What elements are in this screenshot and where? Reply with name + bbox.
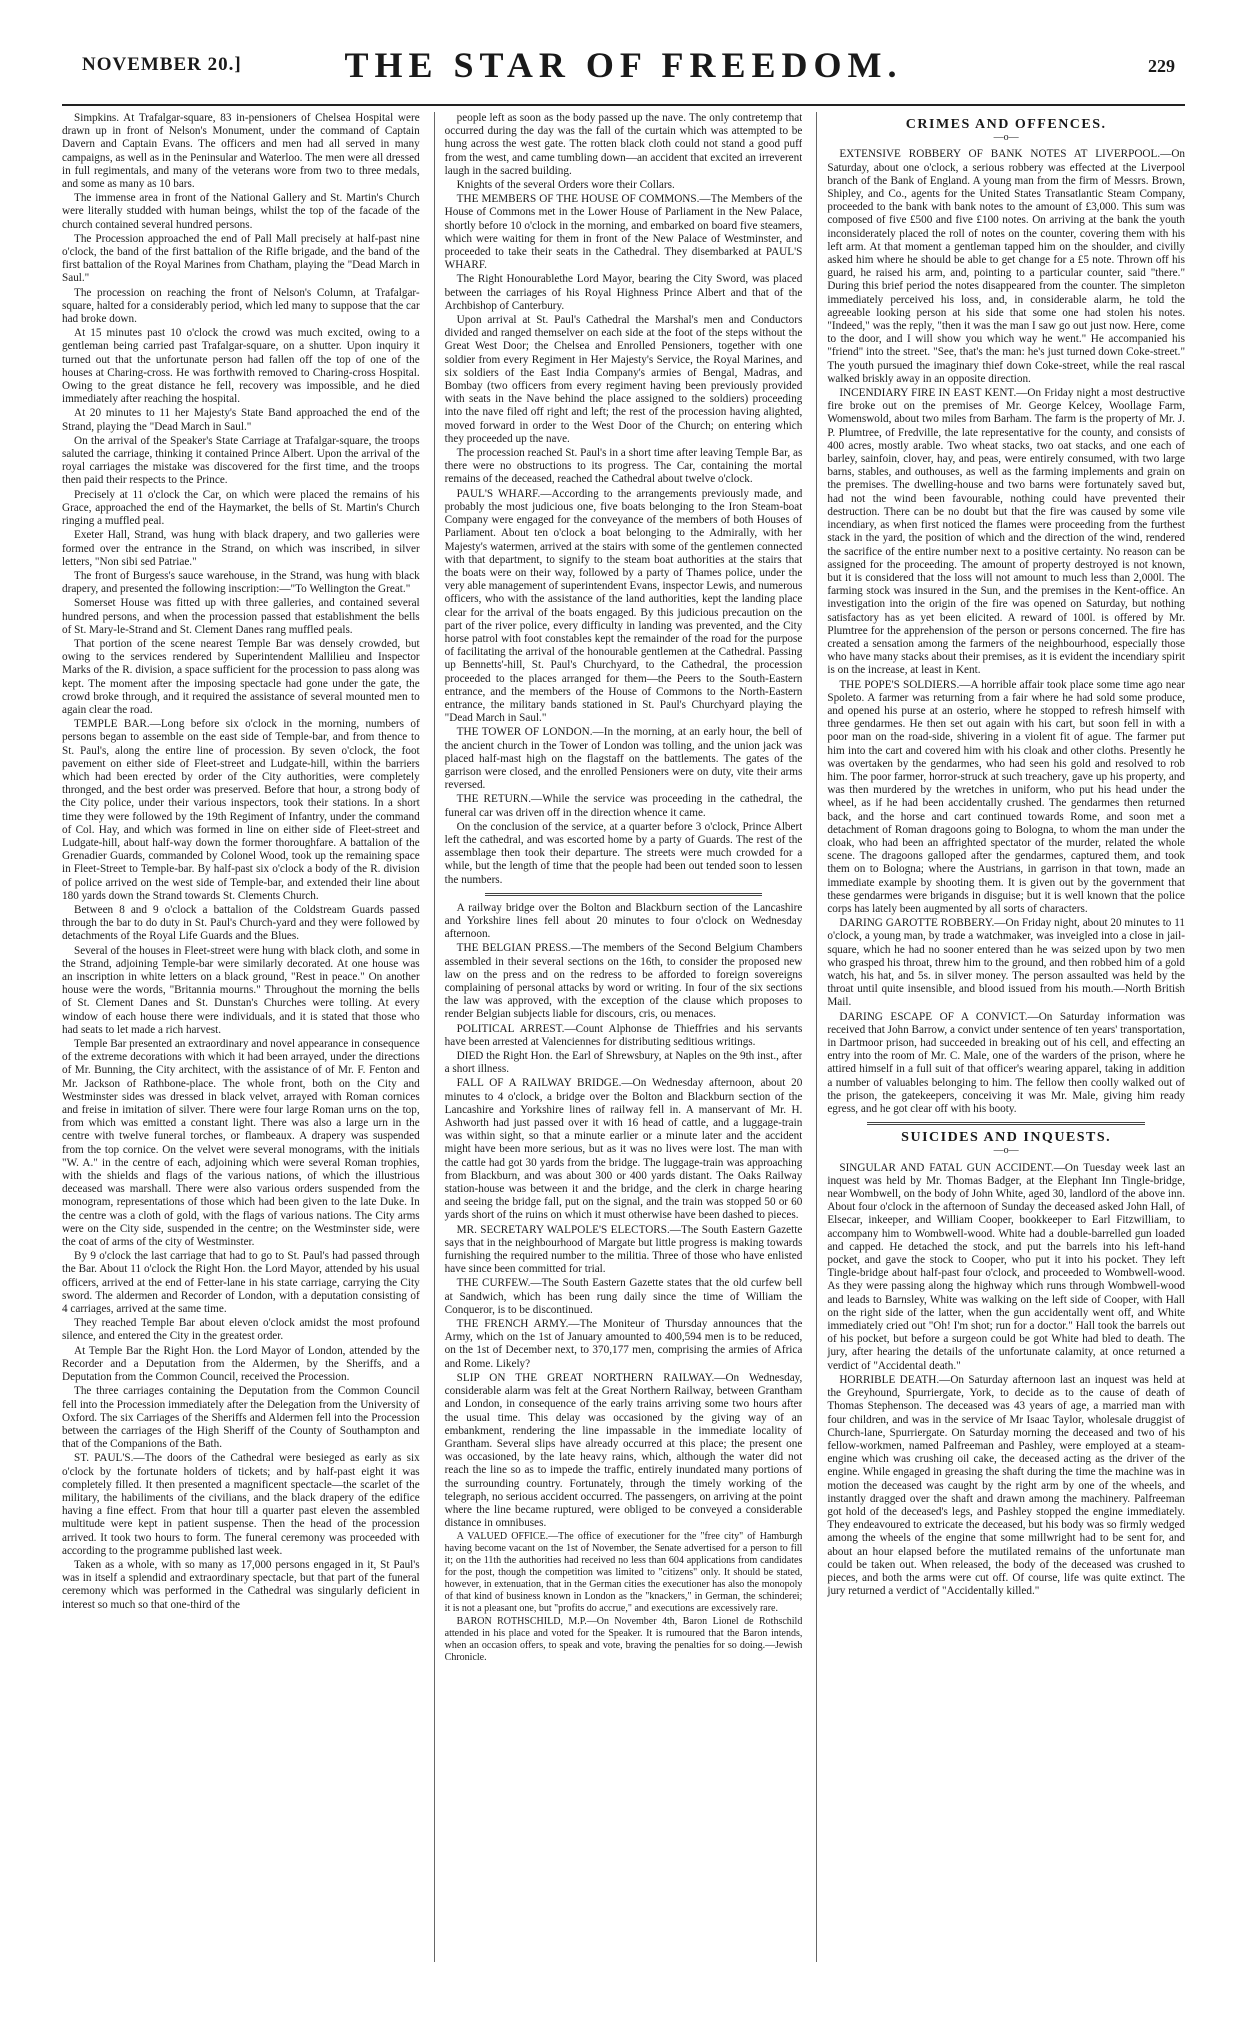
suicides-body <box>827 1162 1185 1599</box>
paragraph: SLIP ON THE GREAT NORTHERN RAILWAY.—On Wednesday, considerable alarm was felt at the Great Northern Railway, between Grantham and London, in consequence of the early trains arriving some two hours after the usual time. This delay was occasioned by the giving way of an embankment, rendering the line impassable in the immediate locality of Grantham. Several slips have already occurred at this place; the present one was occasioned, by the late heavy rains, which, although the water did not reach the line so as to impede the traffic, entirely inundated many portions of the surrounding country. Fortunately, through the timely working of the telegraph, no serious accident occurred. The passengers, on arriving at the point where the line became ruptured, were obliged to be conveyed a considerable distance in omnibuses. <box>444 1371 803 1530</box>
paragraph: FALL OF A RAILWAY BRIDGE.—On Wednesday afternoon, about 20 minutes to 4 o'clock, a bridge over the Bolton and Blackburn section of the Lancashire and Yorkshire lines of railway fell in. A manservant of Mr. H. Ashworth had just passed over it with 16 head of cattle, and a luggage-train was within sight, so that a minute earlier or a minute later and the accident might have been more serious, but as it was no lives were lost. The man with the cattle had got 30 yards from the bridge. The luggage-train was approaching from Blackburn, and was about 300 or 400 yards distant. The Oaks Railway station-house was between it and the bridge, and the clerk in charge hearing and seeing the bridge fall, put on the signal, and the train was stopped 50 or 60 yards short of the ruins on which it must otherwise have been dashed to pieces. <box>444 1077 803 1222</box>
paragraph: Several of the houses in Fleet-street were hung with black cloth, and some in the Strand, adjoining Temple-bar were similarly decorated. At one house was an inscription in white letters on a black ground, "Rest in peace." On another house were the words, "Britannia mourns." Throughout the morning the bells of St. Clement Danes and St. Dunstan's Churches were tolling. At every window of each house there were individuals, and it is stated that those who had seats to let made a rich harvest. <box>62 944 420 1036</box>
col2-small-items <box>445 1531 803 1664</box>
col2-news-items <box>445 902 803 1531</box>
paragraph: Upon arrival at St. Paul's Cathedral the Marshal's men and Conductors divided and ranged themselver on each side at the foot of the steps without the Great West Door; the Chelsea and Enrolled Pensioners, together with one soldier from every Regiment in Her Majesty's Service, the Royal Marines, and six soldiers of the East India Company's armies of Bengal, Madras, and Bombay (two officers from every regiment having been previously provided with seats in the Nave behind the place assigned to the soldiers) proceeding into the nave filed off right and left; the rest of the procession having alighted, moved forward in order to the West Door of the Church; on entering which they proceeded up the nave. <box>444 314 803 445</box>
section-divider-2 <box>867 1122 1145 1125</box>
paragraph: Simpkins. At Trafalgar-square, 83 in-pensioners of Chelsea Hospital were drawn up in front of Nelson's Monument, under the command of Captain Davern and Captain Evans. The officers and men had all served in many campaigns, as well as in the Peninsular and Waterloo. The men were all dressed in full regimentals, and many of the veterans wore from two to three medals, and some as many as 10 bars. <box>62 112 420 191</box>
paragraph: By 9 o'clock the last carriage that had to go to St. Paul's had passed through the Bar. About 11 o'clock the Right Hon. the Lord Mayor, attended by his usual officers, arrived at the end of Fetter-lane in his state carriage, carrying the City sword. The aldermen and Recorder of London, with a deputation consisting of 4 carriages, arrived at the same time. <box>62 1250 420 1316</box>
paragraph: PAUL'S WHARF.—According to the arrangements previously made, and probably the most judicious one, five boats belonging to the Iron Steam-boat Company were engaged for the conveyance of the members of both Houses of Parliament. About ten o'clock a boat belonging to the Admirally, with her Majesty's watermen, arrived at the stairs with some of the gentlemen connected with that department, to signify to the steam boat authorities at the stairs that the boats were on their way, followed by a party of Thames police, under the very able management of superintendent Evans, inspector Lewis, and numerous officers, who with the assistance of the land authorities, kept the landing place clear for the arrival of the boats engaged. By this judicious precaution on the part of the river police, every difficulty in landing was prevented, and the City horse patrol with foot constables kept the remainder of the road for the purpose of facilitating the arrival of the honourable gentlemen at the Cathedral. Passing up Bennetts'-hill, St. Paul's Churchyard, to the Cathedral, the procession proceeded to the places arranged for them—the Peers to the South-Eastern entrance, and the members of the House of Commons to the North-Eastern entrance, the military bands stationed in St. Paul's Churchyard playing the "Dead March in Saul." <box>444 487 803 725</box>
col1-body <box>62 112 420 1612</box>
paragraph: The front of Burgess's sauce warehouse, in the Strand, was hung with black drapery, and presented the following inscription:—"To Wellington the Great." <box>62 569 420 596</box>
paragraph: On the arrival of the Speaker's State Carriage at Trafalgar-square, the troops saluted the carriage, thinking it contained Prince Albert. Upon the arrival of the royal carriages the mistake was discovered for the first time, and the troops then paid their respects to the Prince. <box>62 434 420 487</box>
paragraph: The procession reached St. Paul's in a short time after leaving Temple Bar, as there were no obstructions to its progress. The Car, containing the mortal remains of the deceased, reached the Cathedral about twelve o'clock. <box>444 447 803 486</box>
paragraph: The procession on reaching the front of Nelson's Column, at Trafalgar-square, halted for a considerably period, which led many to suppose that the car had broke down. <box>62 286 420 326</box>
paragraph: people left as soon as the body passed up the nave. The only contretemp that occurred during the day was the fall of the curtain which was attempted to be hung across the west gate. The rotten black cloth could not stand a good puff from the west, and came tumbling down—an accident that excited an irreverent laugh in the sacred building. <box>444 112 803 177</box>
paragraph: On the conclusion of the service, at a quarter before 3 o'clock, Prince Albert left the cathedral, and was escorted home by a party of Guards. The rest of the assemblage then took their departure. The streets were much crowded for a while, but the length of time that the people had been out tended soon to lessen the numbers. <box>444 820 803 886</box>
col2-body <box>445 112 803 887</box>
paragraph: The three carriages containing the Deputation from the Common Council fell into the Procession immediately after the Delegation from the University of Oxford. The six Carriages of the Sheriffs and Aldermen fell into the Procession between the carriages of the High Sheriff of the County of Southampton and that of the Companions of the Bath. <box>62 1385 420 1451</box>
paragraph: THE BELGIAN PRESS.—The members of the Second Belgium Chambers assembled in their several sections on the 16th, to consider the proposed new law on the press and on the redress to be afforded to foreign sovereigns complaining of personal attacks by word or writing. In four of the six sections the law was approved, with the exception of the clause which proposes to render Belgian subjects liable for discours, cris, ou menaces. <box>444 942 803 1021</box>
paragraph: A railway bridge over the Bolton and Blackburn section of the Lancashire and Yorkshire lines fell about 20 minutes to four o'clock on Wednesday afternoon. <box>444 901 803 941</box>
paragraph: The Procession approached the end of Pall Mall precisely at half-past nine o'clock, the band of the first battalion of the Rifle brigade, and the band of the first battalion of the Royal Marines from Chatham, playing the "Dead March in Saul." <box>62 232 420 285</box>
page-number: 229 <box>1148 56 1175 76</box>
paragraph: BARON ROTHSCHILD, M.P.—On November 4th, Baron Lionel de Rothschild attended in his place and voted for the Speaker. It is rumoured that the Baron intends, when an occasion offers, to speak and vote, braving the penalties for so doing.—Jewish Chronicle. <box>444 1616 803 1664</box>
paragraph: THE TOWER OF LONDON.—In the morning, at an early hour, the bell of the ancient church in the Tower of London was tolling, and the union jack was placed half-mast high on the flagstaff on the battlements. The gates of the garrison were closed, and the enrolled Pensioners were on duty, vite their arms reversed. <box>444 726 803 792</box>
column-3 <box>816 112 1185 1962</box>
newspaper-page <box>0 38 1243 2026</box>
paragraph: THE FRENCH ARMY.—The Moniteur of Thursday announces that the Army, which on the 1st of January amounted to 400,594 men is to be reduced, on the 1st of December next, to 370,177 men, comprising the armies of Africa and Rome. Likely? <box>444 1318 803 1370</box>
section-divider <box>485 893 763 896</box>
paragraph: Knights of the several Orders wore their Collars. <box>456 179 675 192</box>
paragraph: INCENDIARY FIRE IN EAST KENT.—On Friday night a most destructive fire broke out on the premises of Mr. George Kelcey, Woollage Farm, Womenswold, about two miles from Barham. The farm is the property of Mr. J. P. Plumtree, of Fredville, the late representative for the county, and consists of 400 acres, mostly arable. Two wheat stacks, two oat stacks, and one each of barley, sainfoin, clover, hay, and peas, were entirely consumed, with two large barns, stables, and outhouses, as well as the farming implements and grain on the premises. The dwelling-house and two barns were fortunately saved but, had not the wind been favourable, nothing could have prevented their destruction. There can be no doubt but that the fire was caused by some vile incendiary, as when first noticed the flames were proceeding from the furthest stack in the yard, the position of which and the direction of the wind, rendered the sacrifice of the entire number next to a positive certainty. No reason can be assigned for the proceeding. The amount of property destroyed is not known, but it is considered that the loss will not amount to much less than 2,000l. The farming stock was insured in the Sun, and the premises in the Kent-office. An investigation into the origin of the fire was opened on Saturday, but nothing satisfactory has as yet been elicited. A reward of 100l. is offered by Mr. Plumtree for the apprehension of the person or persons concerned. The fire has created a sensation among the farmers of the neighbourhood, especially those who have many stacks about their premises, as it is evident the incendiary spirit is on the increase, at least in Kent. <box>827 387 1186 677</box>
paragraph: The Right Honourablethe Lord Mayor, bearing the City Sword, was placed between the carriages of his Royal Highness Prince Albert and that of the Archbishop of Canterbury. <box>444 273 803 312</box>
paragraph: DARING ESCAPE OF A CONVICT.—On Saturday information was received that John Barrow, a convict under sentence of ten years' transportation, in Dartmoor prison, had succeeded in breaking out of his cell, and effecting an entry into the room of Mr. C. Male, one of the warders of the prison, where he attired himself in a full suit of that officer's wearing apparel, taking in addition a number of valuables belonging to him. The fellow then coolly walked out of the prison, the gatekeepers, conceiving it was Mr. Male, giving him ready egress, and he got clear off with his booty. <box>827 1010 1186 1116</box>
paragraph: POLITICAL ARREST.—Count Alphonse de Thieffries and his servants have been arrested at Valenciennes for distributing seditious writings. <box>444 1022 803 1048</box>
crimes-rule: —o— <box>993 132 1019 144</box>
paragraph: That portion of the scene nearest Temple Bar was densely crowded, but owing to the services rendered by Superintendent Mallilieu and Inspector Marks of the R. division, a space sufficient for the procession to pass along was kept. The moment after the imposing spectacle had gone under the gate, the crowd broke through, and it required the assistance of several mounted men to again clear the road. <box>62 637 420 716</box>
paragraph: DARING GAROTTE ROBBERY.—On Friday night, about 20 minutes to 11 o'clock, a young man, by trade a watchmaker, was inveigled into a close in jail-square, which he had no sooner entered than he was seized upon by two men who grasped his throat, threw him to the ground, and then robbed him of a gold watch, his hat, and 5s. in silver money. The person assaulted was held by the throat until quite insensible, and blood issued from his mouth.—North British Mail. <box>827 917 1186 1009</box>
paragraph: The immense area in front of the National Gallery and St. Martin's Church were literally studded with human beings, whilst the top of the facade of the church contained several hundred persons. <box>62 192 420 231</box>
column-2 <box>434 112 803 1962</box>
column-1 <box>62 112 420 1962</box>
paragraph: Between 8 and 9 o'clock a battalion of the Coldstream Guards passed through the bar to do duty in St. Paul's Church-yard and they were followed by detachments of the Royal Life Guards and the Blues. <box>62 903 420 943</box>
masthead <box>62 38 1185 106</box>
paragraph: MR. SECRETARY WALPOLE'S ELECTORS.—The South Eastern Gazette says that in the neighbourhood of Margate but little progress is making towards furnishing the required number to the militia. Three of those who have enlisted have since been committed for trial. <box>444 1223 803 1276</box>
suicides-heading: SUICIDES AND INQUESTS. <box>901 1130 1112 1146</box>
paragraph: HORRIBLE DEATH.—On Saturday afternoon last an inquest was held at the Greyhound, Spurriergate, York, to decide as to the cause of death of Thomas Stephenson. The deceased was 43 years of age, a married man with four children, and was in the service of Mr Isaac Taylor, wholesale druggist of Church-lane, Spurriergate. On Saturday morning the deceased and two of his fellow-workmen, named Palfreeman and Pashley, were employed at a steam-engine which was crushing oil cake, the deceased acting as the driver of the engine. While engaged in greasing the shaft during the time the machine was in motion the deceased was caught by the right arm by one of the wheels, and instantly dragged over the shaft and drawn among the machinery. Palfreeman got hold of the deceased's legs, and Pashley stopped the engine immediately. They endeavoured to extricate the deceased, but his body was so firmly wedged among the wheels of the engine that some millwright had to be sent for, and about an hour elapsed before the mutilated remains of the unfortunate man could be taken out. When released, the body of the deceased was crushed to pieces, and both the arms were cut off. Of course, life was quite extinct. The jury returned a verdict of "Accidentally killed." <box>827 1373 1186 1598</box>
paragraph: Somerset House was fitted up with three galleries, and contained several hundred persons, and when the procession passed that establishment the bells of St. Mary-le-Strand and St. Clement Danes rang muffled peals. <box>62 597 420 636</box>
crimes-body <box>827 148 1185 1116</box>
paragraph: TEMPLE BAR.—Long before six o'clock in the morning, numbers of persons began to assemble on the east side of Temple-bar, and from thence to St. Paul's, along the entire line of procession. By seven o'clock, the foot pavement on either side of Fleet-street and Ludgate-hill, within the barriers which had been erected by order of the City authorities, were completely thronged, and the best order was preserved. Before that hour, a strong body of the City police, under their various inspectors, took their stations. In a short time they were followed by the 19th Regiment of Infantry, under the command of Col. Hay, and which was formed in line on either side of Fleet-street and Ludgate-hill, about half-way down the former thoroughfare. A battalion of the Grenadier Guards, commanded by Colonel Wood, took up the remaining space in Fleet-Street to Temple-bar. By half-past six o'clock a body of the R. division of police arrived on the west side of Temple-bar, and extended their line about 180 yards down the Strand towards St. Clements Church. <box>62 718 420 902</box>
paragraph: At Temple Bar the Right Hon. the Lord Mayor of London, attended by the Recorder and a Deputation from the Aldermen, by the Sheriffs, and a Deputation from the Common Council, received the Procession. <box>62 1344 420 1384</box>
paragraph: EXTENSIVE ROBBERY OF BANK NOTES AT LIVERPOOL.—On Saturday, about one o'clock, a serious robbery was effected at the Liverpool branch of the Bank of England. A young man from the firm of Messrs. Brown, Shipley, and Co., agents for the United States Transatlantic Steam Company, proceeded to the bank with bank notes to the amount of £3,000. This sum was composed of five £500 and five £100 notes. On arriving at the bank the youth inconsiderately placed the roll of notes on the counter, covering them with his left arm. At that moment a gentleman tapped him on the shoulder, and civilly asked him where he should be able to get change for a £5 note. Thrown off his guard, he raised his arm, and, pointing to a particular counter, said "there." During this brief period the notes disappeared from the counter. The simpleton immediately perceived his loss, and, in considerable alarm, he told the agreeable looking person at his side that some one had stolen his notes. "Indeed," was the reply, "then it was the man I saw go out just now. Here, come to the door, and I will show you which way he went." He accompanied his "friend" into the street. "See, that's the man: he's just turned down Coke-street." The youth pursued the imaginary thief down Coke-street, while the real rascal walked briskly away in an opposite direction. <box>827 148 1186 385</box>
paragraph: ST. PAUL'S.—The doors of the Cathedral were besieged as early as six o'clock by the fortunate holders of tickets; and by half-past eight it was completely filled. It then presented a magnificent spectacle—the scarlet of the military, the habiliments of the civilians, and the black drapery of the edifice having a fine effect. From that hour till a quarter past eleven the assembled multitude were kept in patient suspense. Then the head of the procession arrived. It took two hours to form. The funeral ceremony was proceeded with according to the programme published last week. <box>62 1452 420 1557</box>
paragraph: DIED the Right Hon. the Earl of Shrewsbury, at Naples on the 9th inst., after a short illness. <box>444 1050 803 1076</box>
paragraph: Precisely at 11 o'clock the Car, on which were placed the remains of his Grace, approached the end of the Haymarket, the bells of St. Martin's Church ringing a muffled peal. <box>62 488 420 528</box>
paragraph: At 15 minutes past 10 o'clock the crowd was much excited, owing to a gentleman being carried past Trafalgar-square, on a shutter. Upon inquiry it turned out that the unfortunate person had fallen off the top of one of the houses at Charing-cross. He was forthwith removed to Charing-cross Hospital. Owing to the great distance he fell, recovery was impossible, and he died immediately after reaching the hospital. <box>62 327 420 406</box>
newspaper-title: THE STAR OF FREEDOM. <box>344 45 903 85</box>
paragraph: Taken as a whole, with so many as 17,000 persons engaged in it, St Paul's was in itself a splendid and extraordinary spectacle, but that part of the funeral ceremony which was performed in the Cathedral was singularly deficient in interest so much so that one-third of the <box>62 1558 420 1611</box>
paragraph: THE POPE'S SOLDIERS.—A horrible affair took place some time ago near Spoleto. A farmer was returning from a fair where he had sold some produce, and opened his purse at an osterio, where he stopped to refresh himself with three gendarmes. He then set out again with his cart, but soon fell in with a poor man on the road-side, shivering in a violent fit of ague. The farmer put him into the cart and covered him with his cloak and other cloths. Presently he was overtaken by the gendarmes, who had seen his gold and resolved to rob him. The poor farmer, horror-struck at such treachery, gave up his property, and was then murdered by the wretches in uniform, who put his head under the wheel, as if he had been accidentally crushed. The gendarmes then returned back, and the horse and cart continued towards Rome, and soon met a detachment of Roman dragoons going to Bologna, to whom the man under the cloak, who had been an affrighted spectator of the murder, related the whole scene. The dragoons galloped after the gendarmes, captured them, and took them on to Bologna; where the Austrians, in garrison in that town, made an immediate example by shooting them. It is given out by the government that these gendarmes were brigands in disguise; but it is well known that the police corps has lately been augmented by all sorts of characters. <box>827 678 1186 915</box>
paragraph: At 20 minutes to 11 her Majesty's State Band approached the end of the Strand, playing the "Dead March in Saul." <box>62 407 420 433</box>
suicides-rule: —o— <box>993 1145 1019 1157</box>
article-columns <box>62 112 1185 1962</box>
paragraph: A VALUED OFFICE.—The office of executioner for the "free city" of Hamburgh having become vacant on the 1st of November, the Senate advertised for a person to fill it; on the 11th the authorities had received no less than 604 applications from candidates for the post, though the competition was limited to "citizens" only. It should be stated, however, in extenuation, that in the German cities the executioner has also the monopoly of that kind of business known in London as the "knackers," in German, the schinderei; it is not a pleasant one, but "profits do accrue," and executions are excessively rare. <box>444 1531 803 1615</box>
paragraph: THE MEMBERS OF THE HOUSE OF COMMONS.—The Members of the House of Commons met in the Lower House of Parliament in the New Palace, shortly before 10 o'clock in the morning, and embarked on board five steamers, which were waiting for them in front of the New Palace of Westminster, and proceeded to take their seats in the Cathedral. They disembarked at PAUL'S WHARF. <box>444 193 803 272</box>
paragraph: THE RETURN.—While the service was proceeding in the cathedral, the funeral car was driven off in the direction whence it came. <box>444 793 803 819</box>
paragraph: They reached Temple Bar about eleven o'clock amidst the most profound silence, and entered the City in the greatest order. <box>62 1317 420 1343</box>
paragraph: THE CURFEW.—The South Eastern Gazette states that the old curfew bell at Sandwich, which has been rung daily since the time of William the Conqueror, is to be discontinued. <box>444 1277 803 1316</box>
paragraph: SINGULAR AND FATAL GUN ACCIDENT.—On Tuesday week last an inquest was held by Mr. Thomas Badger, at the Elephant Inn Tingle-bridge, near Wombwell, on the body of John White, aged 30, landlord of the above inn. About four o'clock in the afternoon of Sunday the deceased asked John Hall, of Elsecar, inkeeper, and William Cooper, bookkeeper to Earl Fitzwilliam, to accompany him to Wombwell-wood. White had a double-barrelled gun loaded and capped. He detached the stock, and put the barrels into his left-hand pocket, and gave the stock to Cooper, who put it into his pocket. They left Tingle-bridge about half-past four o'clock, and proceeded to Wombwell-wood. As they were passing along the highway which runs through Wombwell-wood and leads to Barnsley, White was walking on the left side of Cooper, with Hall on the right side of the latter, when the gun accidentally went off, and White immediately cried out "Oh! I'm shot; run for a doctor." Hall took the barrels out of his pocket, but before a surgeon could be got White had bled to death. The jury, after hearing the details of the unfortunate calamity, at once returned a verdict of "Accidental death." <box>827 1161 1186 1372</box>
issue-date: NOVEMBER 20.] <box>82 54 242 75</box>
crimes-heading: CRIMES AND OFFENCES. <box>905 117 1107 132</box>
paragraph: Temple Bar presented an extraordinary and novel appearance in consequence of the extreme decorations with which it had been arrayed, under the directions of Mr. Bunning, the City architect, with the assistance of of Mr. F. Fenton and Mr. Jackson of Rathbone-place. The whole front, both on the City and Westminster sides was dressed in black velvet, arrayed with Roman cornices and freise in imitation of silver. There were four large Roman urns on the top, from which was emitted a constant light. There was also a large urn in the centre with twelve funeral torches, or flambeaux. A drapery was suspended from the top cornice. On the velvet were several monograms, with the initials "W. A." in the centre of each, adjoining which were several Roman trophies, with the shields and flags of the various nations, of which the illustrious deceased was marshall. There were also various orders suspended from the monogram, representations of those which had been given to the late Duke. In the centre was a cloth of gold, with the flags of various nations. The City arms were on the City side, suspended in the centre; on the Westminster side, were the coat of arms of the city of Westminster. <box>62 1038 420 1249</box>
paragraph: Exeter Hall, Strand, was hung with black drapery, and two galleries were formed over the entrance in the Strand, on which was inscribed, in silver letters, "Non sibi sed Patriae." <box>62 529 420 568</box>
